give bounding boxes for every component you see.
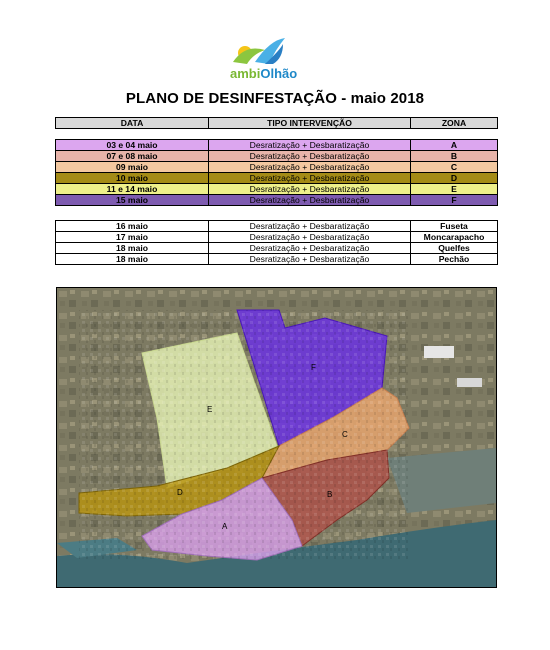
- urban-texture: [79, 310, 409, 560]
- industrial-building: [424, 346, 454, 358]
- row-zone: F: [411, 195, 498, 206]
- row-type: Desratização + Desbaratização: [209, 162, 411, 173]
- zone-schedule-row: [56, 140, 498, 151]
- zone-schedule-row: [56, 151, 498, 162]
- row-zone: Pechão: [411, 254, 498, 265]
- row-type: Desratização + Desbaratização: [209, 184, 411, 195]
- zone-schedule-table: [55, 139, 498, 206]
- row-type: Desratização + Desbaratização: [209, 151, 411, 162]
- zone-label-e: E: [207, 405, 213, 414]
- row-date: 03 e 04 maio: [56, 140, 209, 151]
- row-type: Desratização + Desbaratização: [209, 243, 411, 254]
- row-zone: B: [411, 151, 498, 162]
- row-zone: C: [411, 162, 498, 173]
- sun-bird-logo-icon: [225, 36, 325, 66]
- row-type: Desratização + Desbaratização: [209, 140, 411, 151]
- row-zone: A: [411, 140, 498, 151]
- row-date: 17 maio: [56, 232, 209, 243]
- header-date: DATA: [56, 118, 209, 129]
- page-title: PLANO DE DESINFESTAÇÃO - maio 2018: [125, 90, 425, 107]
- row-type: Desratização + Desbaratização: [209, 221, 411, 232]
- row-type: Desratização + Desbaratização: [209, 254, 411, 265]
- row-date: 11 e 14 maio: [56, 184, 209, 195]
- zone-map-svg: [57, 288, 496, 587]
- row-date: 18 maio: [56, 254, 209, 265]
- zone-label-c: C: [342, 430, 348, 439]
- header-type: TIPO INTERVENÇÃO: [209, 118, 411, 129]
- zone-schedule-row: [56, 184, 498, 195]
- ambiolhao-logo: [225, 36, 325, 84]
- zone-schedule-row: [56, 173, 498, 184]
- locality-schedule-row: [56, 254, 498, 265]
- schedule-header: [55, 117, 498, 129]
- zone-label-b: B: [327, 490, 333, 499]
- row-type: Desratização + Desbaratização: [209, 173, 411, 184]
- row-date: 15 maio: [56, 195, 209, 206]
- row-date: 07 e 08 maio: [56, 151, 209, 162]
- logo-wordmark: ambiOlhão: [230, 66, 298, 81]
- zone-map: [56, 287, 497, 588]
- row-zone: Moncarapacho: [411, 232, 498, 243]
- zone-schedule-row: [56, 162, 498, 173]
- zone-label-d: D: [177, 488, 183, 497]
- row-type: Desratização + Desbaratização: [209, 195, 411, 206]
- zone-label-f: F: [311, 363, 316, 372]
- locality-schedule-row: [56, 221, 498, 232]
- row-date: 18 maio: [56, 243, 209, 254]
- locality-schedule-row: [56, 232, 498, 243]
- zone-label-a: A: [222, 522, 228, 531]
- row-zone: Fuseta: [411, 221, 498, 232]
- row-type: Desratização + Desbaratização: [209, 232, 411, 243]
- locality-schedule-row: [56, 243, 498, 254]
- row-zone: Quelfes: [411, 243, 498, 254]
- row-date: 09 maio: [56, 162, 209, 173]
- locality-schedule-table: [55, 220, 498, 265]
- industrial-building: [457, 378, 482, 387]
- header-zone: ZONA: [411, 118, 498, 129]
- row-zone: E: [411, 184, 498, 195]
- row-date: 10 maio: [56, 173, 209, 184]
- row-date: 16 maio: [56, 221, 209, 232]
- zone-schedule-row: [56, 195, 498, 206]
- row-zone: D: [411, 173, 498, 184]
